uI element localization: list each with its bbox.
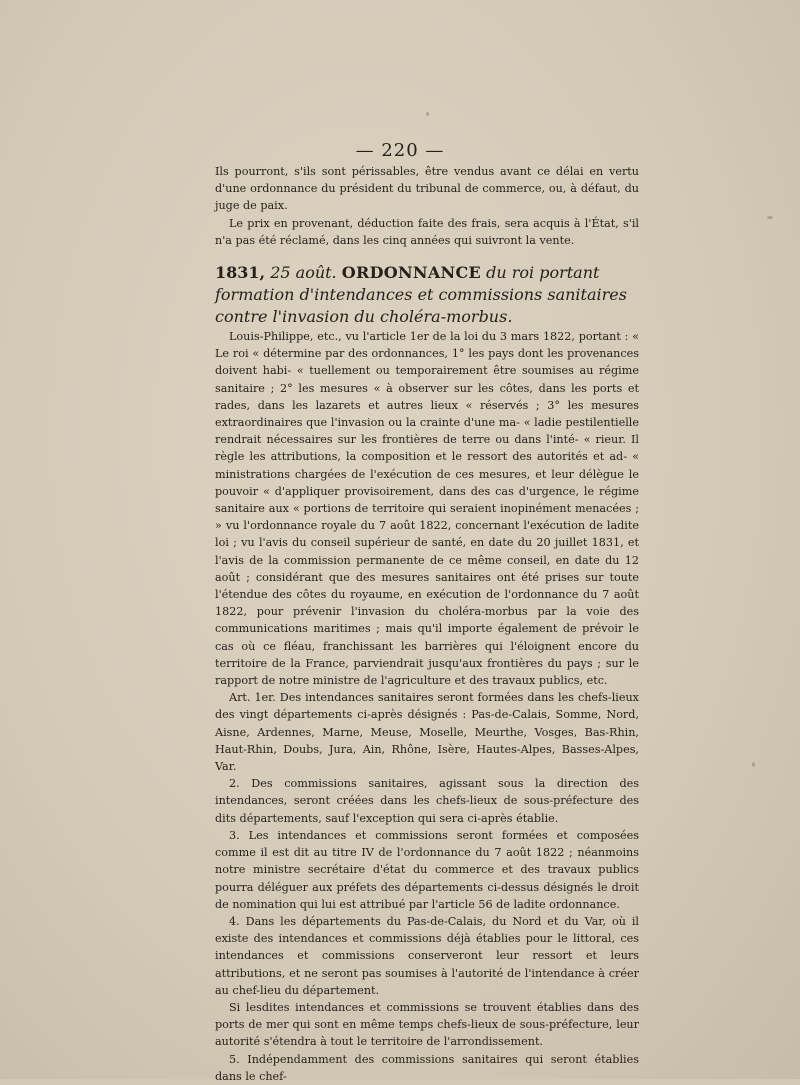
paragraph: 4. Dans les départements du Pas-de-Calais, du Nord et du Var, où il existe des intendances et commissions déjà établies pour le littoral, ces intendances et commissions conserveront leur ressort et leurs attributions, et ne seront pas soumises à l'autorité de l'intendance à créer au chef-lieu du département. [215, 914, 639, 997]
paragraph: Art. 1er. Des intendances sanitaires seront formées dans les chefs-lieux des vingt départements ci-après désignés : Pas-de-Calais, Somme, Nord, Aisne, Ardennes, Marne, Meuse, Moselle, Meurthe, Vosges, Bas-Rhin, Haut-Rhin, Doubs, Jura, Ain, Rhône, Isère, Hautes-Alpes, Basses-Alpes, Var. [215, 691, 639, 774]
paper-spot [426, 112, 429, 116]
paragraph: 3. Les intendances et commissions seront formées et composées comme il est dit au titre IV de l'ordonnance du 7 août 1822 ; néanmoins notre ministre secrétaire d'état du commerce et des travaux publics pourra déléguer aux préfets des départements ci-dessus désignés le droit de nomination qui lui est attribué par l'article 56 de ladite ordonnance. [215, 828, 639, 911]
title-ordonnance: ORDONNANCE [341, 263, 481, 282]
paragraph: Le prix en provenant, déduction faite des frais, sera acquis à l'État, s'il n'a pas été réclamé, dans les cinq années qui suivront la vente. [215, 216, 639, 247]
paragraph: Si lesdites intendances et commissions se trouvent établies dans des ports de mer qui sont en même temps chefs-lieux de sous-préfecture, leur autorité s'étendra à tout le territoire de l'arrondissement. [215, 1000, 639, 1049]
intro-text [215, 163, 639, 249]
paragraph: 2. Des commissions sanitaires, agissant sous la direction des intendances, seront créées dans les chefs-lieux de sous-préfecture des dits départements, sauf l'exception qui sera ci-après établie. [215, 777, 639, 825]
paper-spot [767, 216, 773, 219]
paper-spot [752, 762, 755, 767]
paragraph: 5. Indépendamment des commissions sanitaires qui seront établies dans le chef- [215, 1052, 639, 1083]
paragraph: Louis-Philippe, etc., vu l'article 1er de la loi du 3 mars 1822, portant : « Le roi « détermine par des ordonnances, 1° les pays dont les provenances doivent habi- « tuellement ou temporairement être soumises au régime sanitaire ; 2° les mesures « à observer sur les côtes, dans les ports et rades, dans les lazarets et autres lieux « réservés ; 3° les mesures extraordinaires que l'invasion ou la crainte d'une ma- « ladie pestilentielle rendrait nécessaires sur les frontières de terre ou dans l'inté- « rieur. Il règle les attributions, la composition et le ressort des autorités et ad- « ministrations chargées de l'exécution de ces mesures, et leur délègue le pouvoir « d'appliquer provisoirement, dans des cas d'urgence, le régime sanitaire aux « portions de territoire qui seraient inopinément menacées ; » vu l'ordonnance royale du 7 août 1822, concernant l'exécution de ladite loi ; vu l'avis du conseil supérieur de santé, en date du 20 juillet 1831, et l'avis de la commission permanente de ce même conseil, en date du 12 août ; considérant que des mesures sanitaires ont été prises sur toute l'étendue des côtes du royaume, en exécution de l'ordonnance du 7 août 1822, pour prévenir l'invasion du choléra-morbus par la voie des communications maritimes ; mais qu'il importe également de prévoir le cas où ce fléau, franchissant les barrières qui l'éloignent encore du territoire de la France, parviendrait jusqu'aux frontières du pays ; sur le rapport de notre ministre de l'agriculture et des travaux publics, etc. [215, 330, 639, 688]
page-number: — 220 — [355, 140, 445, 161]
title-rest: du roi portant formation d'intendances et commissions sanitaires contre l'invasion du choléra-morbus. [215, 263, 627, 326]
title-date: 25 août. [270, 263, 337, 282]
title-year: 1831, [215, 263, 266, 282]
ordonnance-title [215, 262, 639, 328]
body-text [215, 328, 639, 1085]
paragraph: Ils pourront, s'ils sont périssables, être vendus avant ce délai en vertu d'une ordonnance du président du tribunal de commerce, ou, à défaut, du juge de paix. [215, 165, 639, 213]
